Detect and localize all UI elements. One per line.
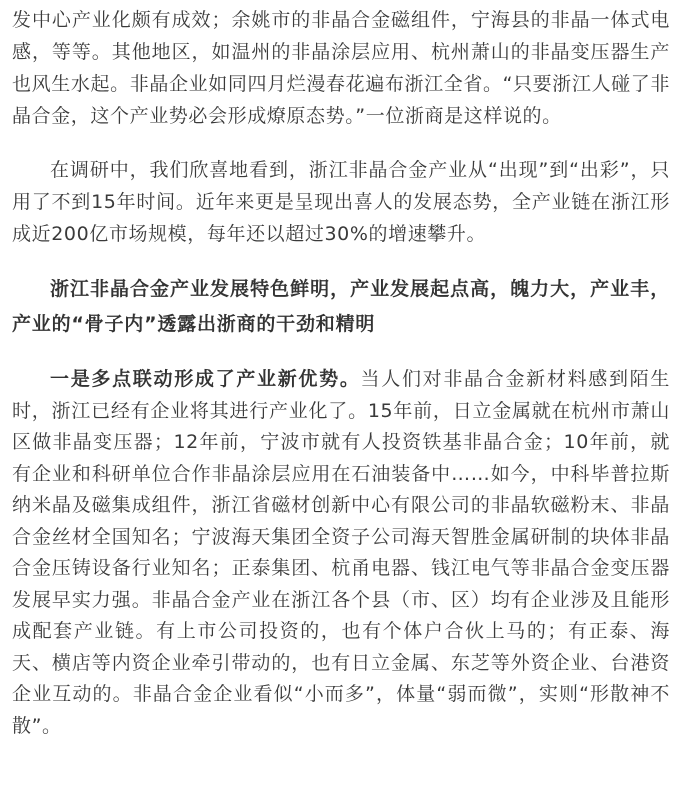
paragraph-lead-sentence: 一是多点联动形成了产业新优势。 <box>50 368 361 390</box>
paragraph-continued: 发中心产业化颇有成效；余姚市的非晶合金磁组件，宁海县的非晶一体式电感，等等。其他地区，如温州的非晶涂层应用、杭州萧山的非晶变压器生产也风生水起。非晶企业如同四月烂漫春花遍布浙江全省。“只要浙江人碰了非晶合金，这个产业势必会形成燎原态势。”一位浙商是这样说的。 <box>12 9 670 127</box>
section-heading: 浙江非晶合金产业发展特色鲜明，产业发展起点高，魄力大，产业丰，产业的“骨子内”透露出浙商的干劲和精明 <box>12 278 670 335</box>
paragraph-body-text: 当人们对非晶合金新材料感到陌生时，浙江已经有企业将其进行产业化了。15年前，日立金属就在杭州市萧山区做非晶变压器；12年前，宁波市就有人投资铁基非晶合金；10年前，就有企业和科研单位合作非晶涂层应用在石油装备中……如今，中科毕普拉斯纳米晶及磁集成组件，浙江省磁材创新中心有限公司的非晶软磁粉末、非晶合金丝材全国知名；宁波海天集团全资子公司海天智胜金属研制的块体非晶合金压铸设备行业知名；正泰集团、杭甬电器、钱江电气等非晶合金变压器发展早实力强。非晶合金产业在浙江各个县（市、区）均有企业涉及且能形成配套产业链。有上市公司投资的，也有个体户合伙上马的；有正泰、海天、横店等内资企业牵引带动的，也有日立金属、东芝等外资企业、台港资企业互动的。非晶合金企业看似“小而多”，体量“弱而微”，实则“形散神不散”。 <box>12 368 670 737</box>
article-body <box>0 4 680 742</box>
paragraph-industry-growth: 在调研中，我们欣喜地看到，浙江非晶合金产业从“出现”到“出彩”，只用了不到15年时间。近年来更是呈现出喜人的发展态势，全产业链在浙江形成近200亿市场规模，每年还以超过30%的增速攀升。 <box>12 159 670 245</box>
paragraph-multi-point-linkage <box>12 364 670 742</box>
